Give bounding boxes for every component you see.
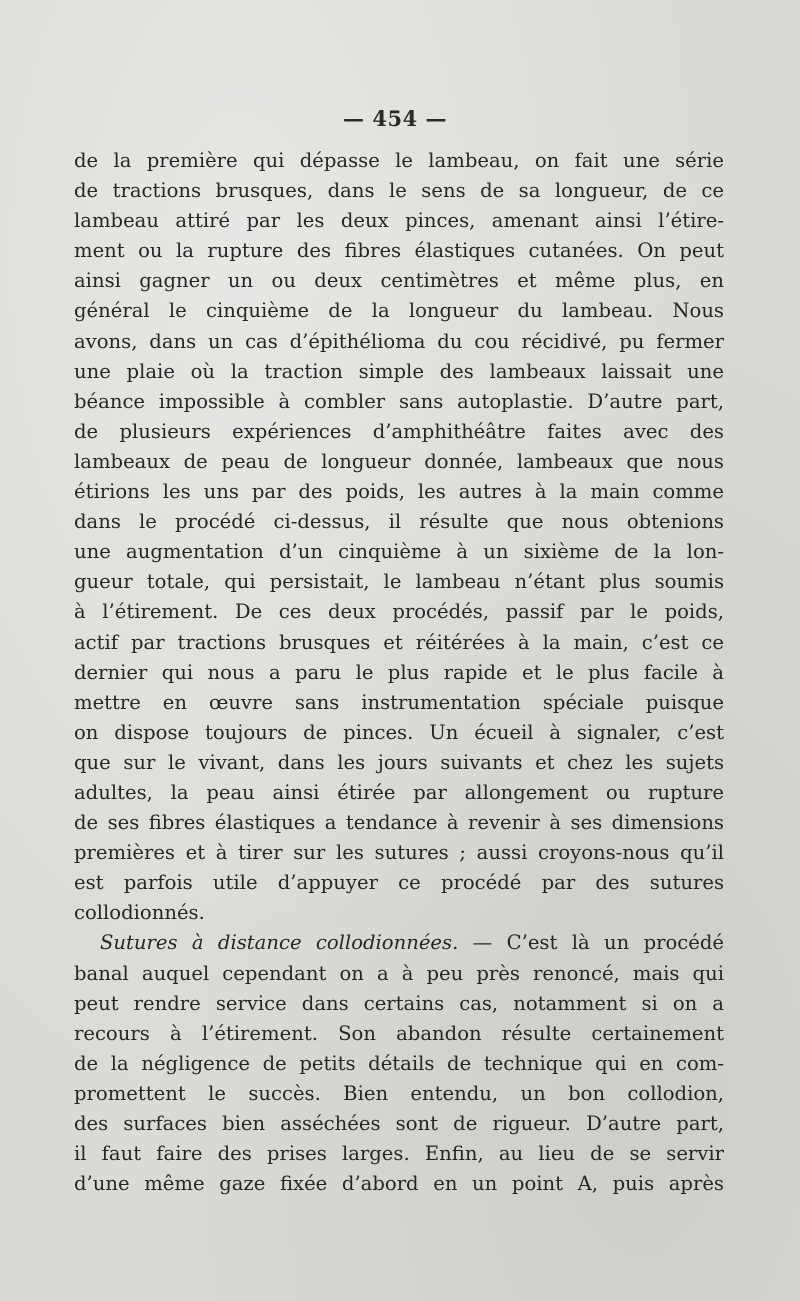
text-line: avons, dans un cas d’épithélioma du cou récidivé, pu fermer xyxy=(74,329,724,353)
text-line: promettent le succès. Bien entendu, un bon collodion, xyxy=(74,1081,724,1105)
text-line: collodionnés. xyxy=(74,901,205,925)
text-line: banal auquel cependant on a à peu près renoncé, mais qui xyxy=(74,961,724,985)
text-line: que sur le vivant, dans les jours suivants et chez les sujets xyxy=(74,750,724,774)
text-line: de la négligence de petits détails de technique qui en com- xyxy=(74,1051,724,1075)
text-line: recours à l’étirement. Son abandon résulte certainement xyxy=(74,1021,724,1045)
text-line: de la première qui dépasse le lambeau, on fait une série xyxy=(74,149,724,172)
text-run: — C’est là un procédé xyxy=(458,931,724,955)
text-line: de tractions brusques, dans le sens de sa longueur, de ce xyxy=(74,179,724,203)
text-line: étirions les uns par des poids, les autres à la main comme xyxy=(74,480,724,504)
text-line: dans le procédé ci-dessus, il résulte que nous obtenions xyxy=(74,510,724,534)
text-line: on dispose toujours de pinces. Un écueil à signaler, c’est xyxy=(74,720,724,744)
text-line: des surfaces bien asséchées sont de rigueur. D’autre part, xyxy=(74,1112,724,1135)
text-line: lambeaux de peau de longueur donnée, lambeaux que nous xyxy=(74,449,724,473)
text-line: est parfois utile d’appuyer ce procédé par des sutures xyxy=(74,871,724,895)
text-line: d’une même gaze fixée d’abord en un point A, puis après xyxy=(74,1172,724,1196)
text-line: dernier qui nous a paru le plus rapide et le plus facile à xyxy=(74,660,724,684)
text-line: actif par tractions brusques et réitérées à la main, c’est ce xyxy=(74,630,724,654)
text-line: mettre en œuvre sans instrumentation spéciale puisque xyxy=(74,690,724,714)
text-line: de plusieurs expériences d’amphithéâtre faites avec des xyxy=(74,419,724,443)
text-line: gueur totale, qui persistait, le lambeau n’étant plus soumis xyxy=(74,570,724,594)
text-line: peut rendre service dans certains cas, notamment si on a xyxy=(74,991,724,1015)
text-line: béance impossible à combler sans autoplastie. D’autre part, xyxy=(74,389,724,413)
text-line xyxy=(74,928,724,958)
text-line: à l’étirement. De ces deux procédés, passif par le poids, xyxy=(74,600,724,624)
text-line: premières et à tirer sur les sutures ; aussi croyons-nous qu’il xyxy=(74,841,724,865)
text-line: adultes, la peau ainsi étirée par allongement ou rupture xyxy=(74,780,724,804)
text-line: ainsi gagner un ou deux centimètres et même plus, en xyxy=(74,269,724,293)
paragraph-second xyxy=(74,928,724,1199)
text-line: lambeau attiré par les deux pinces, amenant ainsi l’étire- xyxy=(74,209,724,233)
text-line: il faut faire des prises larges. Enfin, au lieu de se servir xyxy=(74,1142,724,1166)
section-heading: Sutures à distance collodionnées. xyxy=(100,931,459,955)
paragraph-first xyxy=(74,146,724,928)
text-line: une plaie où la traction simple des lambeaux laissait une xyxy=(74,359,724,383)
body-text xyxy=(74,146,724,1199)
text-line: de ses fibres élastiques a tendance à revenir à ses dimensions xyxy=(74,811,724,835)
text-line: une augmentation d’un cinquième à un sixième de la lon- xyxy=(74,540,724,564)
text-line: ment ou la rupture des fibres élastiques cutanées. On peut xyxy=(74,239,724,263)
page-number: — 454 — xyxy=(343,106,447,131)
text-line: général le cinquième de la longueur du lambeau. Nous xyxy=(74,299,724,323)
